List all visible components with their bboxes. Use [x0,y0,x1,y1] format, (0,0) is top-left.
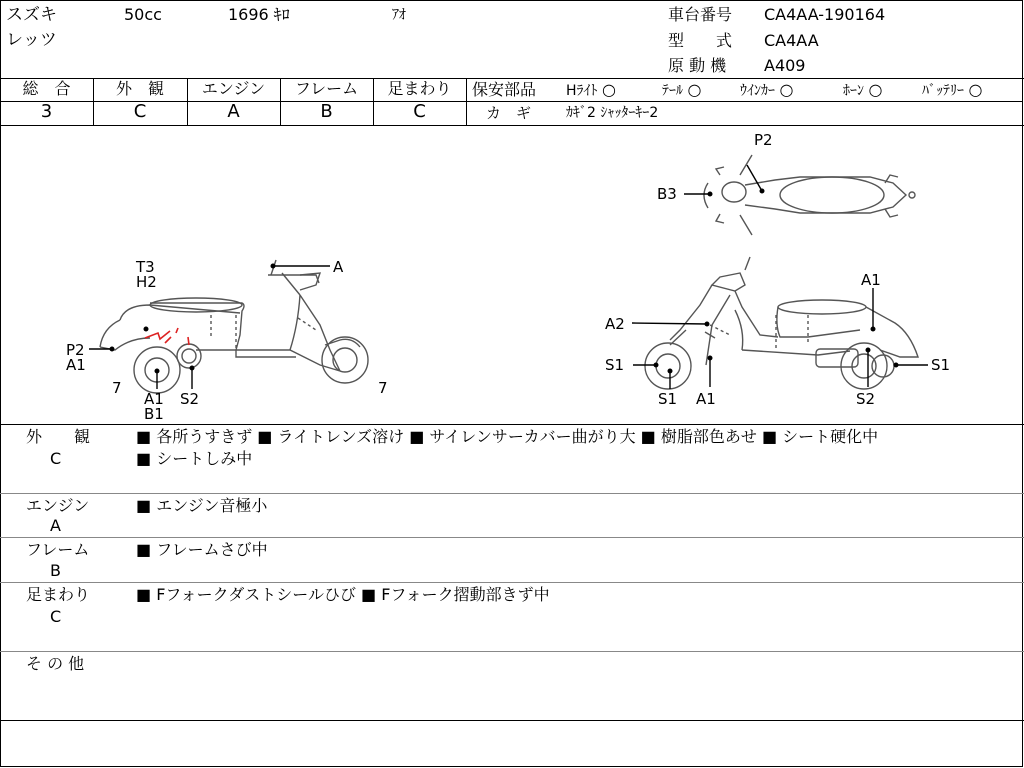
grade-total: 3 [40,101,53,122]
grade-suspension: C [413,101,426,122]
color: ｱｵ [392,7,406,23]
label-a1-bottom: A1 [144,390,164,408]
type-value: CA4AA [764,31,819,50]
displacement: 50cc [124,5,162,24]
engine-value: A409 [764,56,806,75]
label-h2: H2 [136,273,157,291]
divider [0,720,1024,721]
remark-title-suspension: 足まわり [26,585,91,604]
label-7-left: 7 [112,379,122,397]
grade-header-exterior: 外 観 [115,79,164,98]
divider [0,424,1024,425]
grade-frame: B [320,101,333,122]
grade-header-suspension: 足まわり [387,79,452,98]
remark-grade-engine: A [50,516,61,535]
label-s1-bottom: S1 [658,390,678,408]
divider [466,101,1022,102]
safety-item-headlight [566,81,616,100]
divider [0,582,1024,583]
label-a-top: A [333,258,344,276]
engine-label: 原 動 機 [668,56,727,75]
remark-line: ■ シートしみ中 [136,449,253,468]
divider [0,493,1024,494]
remark-title-exterior: 外 観 [26,427,91,446]
remark-title-frame: フレーム [26,540,90,559]
safety-item-tail [662,81,701,100]
grade-engine: A [227,101,240,122]
safety-item-mark: ○ [779,80,794,99]
label-a1-top: A1 [861,271,881,289]
remark-line: ■ Fフォークダストシールひび ■ Fフォーク摺動部きず中 [136,585,550,604]
frame-no: CA4AA-190164 [764,5,886,24]
safety-item-name: ﾃｰﾙ [662,83,683,99]
remark-title-engine: エンジン [26,496,90,515]
label-7-right: 7 [378,379,388,397]
key-label: カ ギ [486,104,532,122]
safety-item-winker [740,81,793,100]
safety-item-mark: ○ [868,80,883,99]
grade-header-engine: エンジン [201,79,266,98]
safety-item-mark: ○ [601,80,616,99]
label-a1-left: A1 [66,356,86,374]
safety-item-mark: ○ [687,80,702,99]
divider [0,651,1024,652]
maker: スズキ [6,5,57,25]
label-p2-top: P2 [754,131,773,149]
remark-grade-exterior: C [50,449,62,468]
remark-grade-frame: B [50,561,61,580]
safety-item-name: ﾊﾞｯﾃﾘｰ [922,83,964,99]
label-s1-left: S1 [605,356,625,374]
label-s2-bottom-right: S2 [856,390,876,408]
safety-item-battery [922,81,982,100]
scooter-diagram [0,125,1024,425]
grade-header-total: 総 合 [22,79,71,98]
mileage: 1696 ｷﾛ [228,5,290,24]
label-b3: B3 [657,185,677,203]
grade-header-frame: フレーム [294,79,359,98]
model-name: レッツ [6,30,57,50]
remark-grade-suspension: C [50,607,62,626]
remark-line: ■ エンジン音極小 [136,496,268,515]
label-t3: T3 [136,258,155,276]
safety-item-name: Hﾗｲﾄ [566,83,598,99]
label-s2-bottom: S2 [180,390,200,408]
safety-item-name: ﾎｰﾝ [843,83,864,99]
label-p2: P2 [66,341,85,359]
safety-label: 保安部品 [472,80,537,99]
safety-item-horn [843,81,882,100]
safety-item-name: ｳｲﾝｶｰ [740,83,775,99]
frame-no-label: 車台番号 [668,5,733,24]
remark-line: ■ 各所うすきず ■ ライトレンズ溶け ■ サイレンサーカバー曲がり大 ■ 樹脂部色あせ ■ シート硬化中 [136,427,879,446]
label-s1-right: S1 [931,356,951,374]
key-value: ｶｷﾞ2 ｼｬｯﾀｰｷｰ2 [566,105,659,121]
label-a1-bottom-right: A1 [696,390,716,408]
label-a2: A2 [605,315,625,333]
label-b1-bottom: B1 [144,405,164,423]
divider [0,537,1024,538]
remark-title-other: そ の 他 [26,654,85,673]
safety-item-mark: ○ [968,80,983,99]
remark-line: ■ フレームさび中 [136,540,268,559]
grade-exterior: C [133,101,147,122]
type-label: 型 式 [668,31,733,50]
